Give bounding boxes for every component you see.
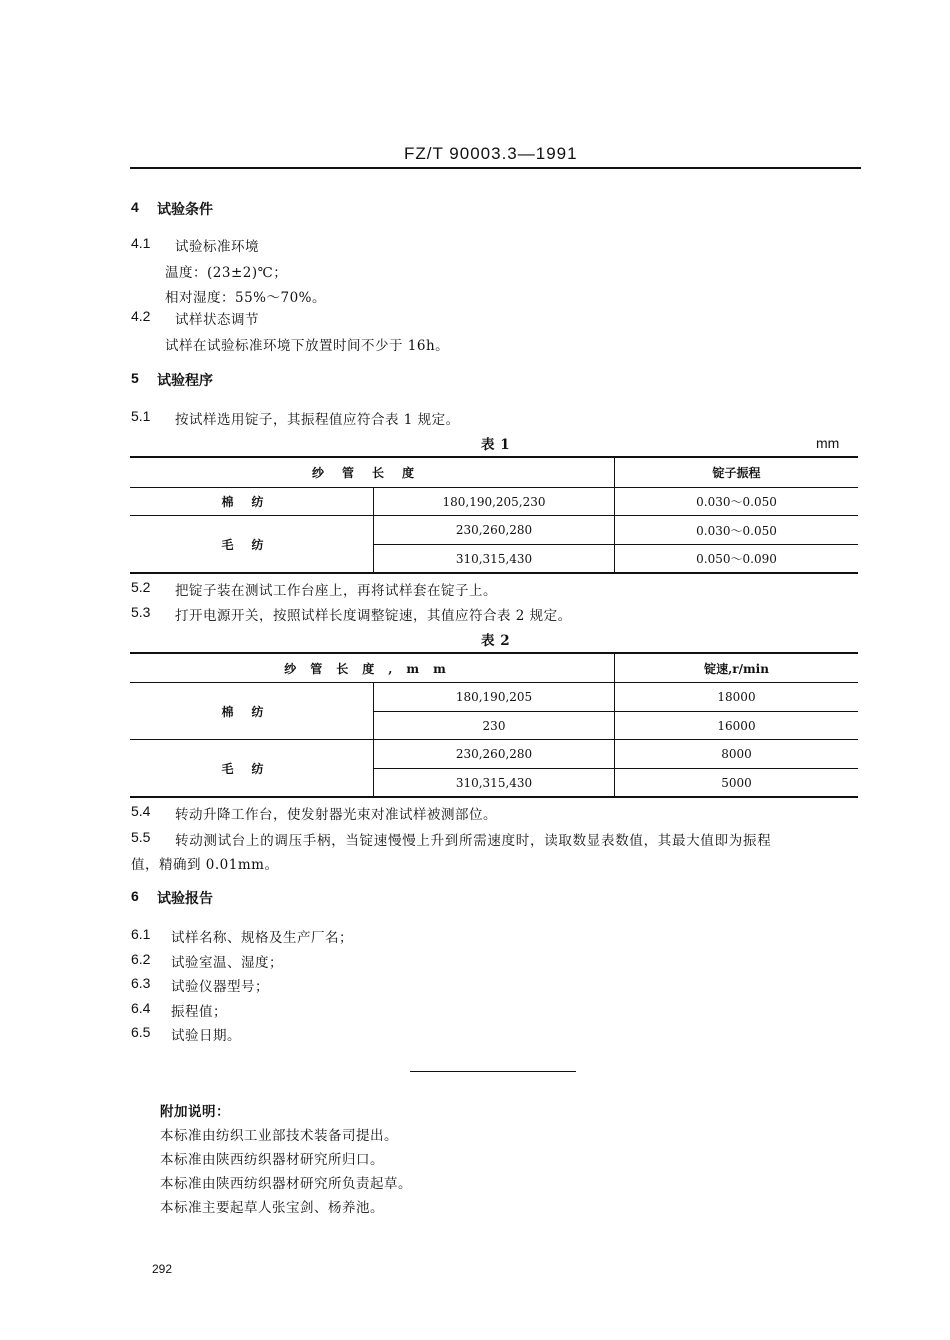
section-5-number: 5 — [131, 370, 139, 386]
table-2-cell-length: 230 — [374, 712, 615, 740]
report-item-text: 振程值； — [171, 1004, 227, 1020]
table-2-row — [130, 683, 858, 712]
table-2-head-speed: 锭速,r/min — [615, 653, 859, 683]
appendix-line: 本标准由陕西纺织器材研究所归口。 — [160, 1152, 384, 1168]
section-5-5-text-cont: 值，精确到 0.01mm。 — [131, 857, 279, 873]
section-5-4-text: 转动升降工作台，使发射器光束对准试样被测部位。 — [175, 807, 497, 823]
report-item-number: 6.1 — [131, 926, 151, 942]
report-item-text: 试验仪器型号； — [171, 979, 269, 995]
section-5-3-number: 5.3 — [131, 604, 151, 620]
table-1-cell-length: 230,260,280 — [374, 516, 615, 545]
table-2 — [130, 652, 858, 798]
table-2-cell-length: 310,315,430 — [374, 769, 615, 798]
table-1-cell-value: 0.030～0.050 — [615, 488, 859, 516]
section-4-2-number: 4.2 — [131, 308, 151, 324]
table-2-cell-length: 180,190,205 — [374, 683, 615, 712]
section-4-title: 试验条件 — [157, 202, 213, 218]
table-1-head-amplitude: 锭子振程 — [615, 457, 859, 488]
section-4-1-number: 4.1 — [131, 235, 151, 251]
humidity-line: 相对湿度：55%～70%。 — [165, 290, 327, 306]
conditioning-text: 试样在试验标准环境下放置时间不少于 16h。 — [165, 338, 450, 354]
section-5-2-number: 5.2 — [131, 579, 151, 595]
section-5-5-text: 转动测试台上的调压手柄，当锭速慢慢上升到所需速度时，读取数显表数值，其最大值即为振程 — [175, 833, 772, 849]
table-1-caption: 表 1 — [481, 437, 511, 453]
table-1-header-row — [130, 457, 858, 488]
appendix-line: 本标准主要起草人张宝剑、杨养池。 — [160, 1200, 384, 1216]
report-item-text: 试样名称、规格及生产厂名； — [171, 930, 353, 946]
table-1-cell-value: 0.030～0.050 — [615, 516, 859, 545]
table-2-caption: 表 2 — [481, 633, 511, 649]
section-5-4-number: 5.4 — [131, 803, 151, 819]
section-6-number: 6 — [131, 888, 139, 904]
table-1-wool: 毛纺 — [221, 537, 282, 552]
table-2-cotton: 棉纺 — [221, 704, 282, 719]
appendix-line: 本标准由陕西纺织器材研究所负责起草。 — [160, 1176, 412, 1192]
table-1-cell-length: 180,190,205,230 — [374, 488, 615, 516]
section-4-2-title: 试样状态调节 — [175, 312, 259, 328]
table-1-cell-length: 310,315,430 — [374, 545, 615, 574]
section-5-1-number: 5.1 — [131, 408, 151, 424]
table-2-cell-value: 5000 — [615, 769, 859, 798]
section-5-title: 试验程序 — [157, 373, 213, 389]
section-5-1-text: 按试样选用锭子，其振程值应符合表 1 规定。 — [175, 412, 460, 428]
section-5-5-number: 5.5 — [131, 829, 151, 845]
table-1-cotton: 棉纺 — [221, 495, 282, 509]
report-item-number: 6.2 — [131, 951, 151, 967]
table-2-wool: 毛纺 — [221, 761, 282, 776]
table-1-cell-value: 0.050～0.090 — [615, 545, 859, 574]
page-number: 292 — [152, 1262, 173, 1276]
report-item-text: 试验室温、湿度； — [171, 955, 283, 971]
table-1-head-length: 纱管长度 — [311, 466, 432, 480]
standard-number: FZ/T 90003.3—1991 — [404, 144, 578, 163]
temperature-line: 温度：(23±2)℃； — [165, 265, 288, 281]
table-1-row — [130, 488, 858, 516]
table-2-cell-length: 230,260,280 — [374, 740, 615, 769]
table-2-cell-value: 8000 — [615, 740, 859, 769]
table-1-row — [130, 516, 858, 545]
table-2-header-row — [130, 653, 858, 683]
table-2-row — [130, 740, 858, 769]
header-rule — [130, 167, 861, 169]
section-5-3-text: 打开电源开关，按照试样长度调整锭速，其值应符合表 2 规定。 — [175, 608, 572, 624]
table-2-cell-value: 16000 — [615, 712, 859, 740]
table-2-head-length: 纱管长度,mm — [130, 653, 615, 683]
end-divider — [410, 1071, 576, 1072]
report-item-number: 6.3 — [131, 975, 151, 991]
report-item-number: 6.4 — [131, 1000, 151, 1016]
table-2-cell-value: 18000 — [615, 683, 859, 712]
section-4-1-title: 试验标准环境 — [175, 239, 259, 255]
section-6-title: 试验报告 — [157, 891, 213, 907]
section-5-2-text: 把锭子装在测试工作台座上，再将试样套在锭子上。 — [175, 583, 497, 599]
table-1 — [130, 456, 858, 574]
appendix-title: 附加说明： — [160, 1104, 230, 1120]
appendix-line: 本标准由纺织工业部技术装备司提出。 — [160, 1128, 398, 1144]
section-4-number: 4 — [131, 199, 139, 215]
report-item-number: 6.5 — [131, 1024, 151, 1040]
report-item-text: 试验日期。 — [171, 1028, 241, 1044]
table-1-unit: mm — [816, 435, 840, 451]
